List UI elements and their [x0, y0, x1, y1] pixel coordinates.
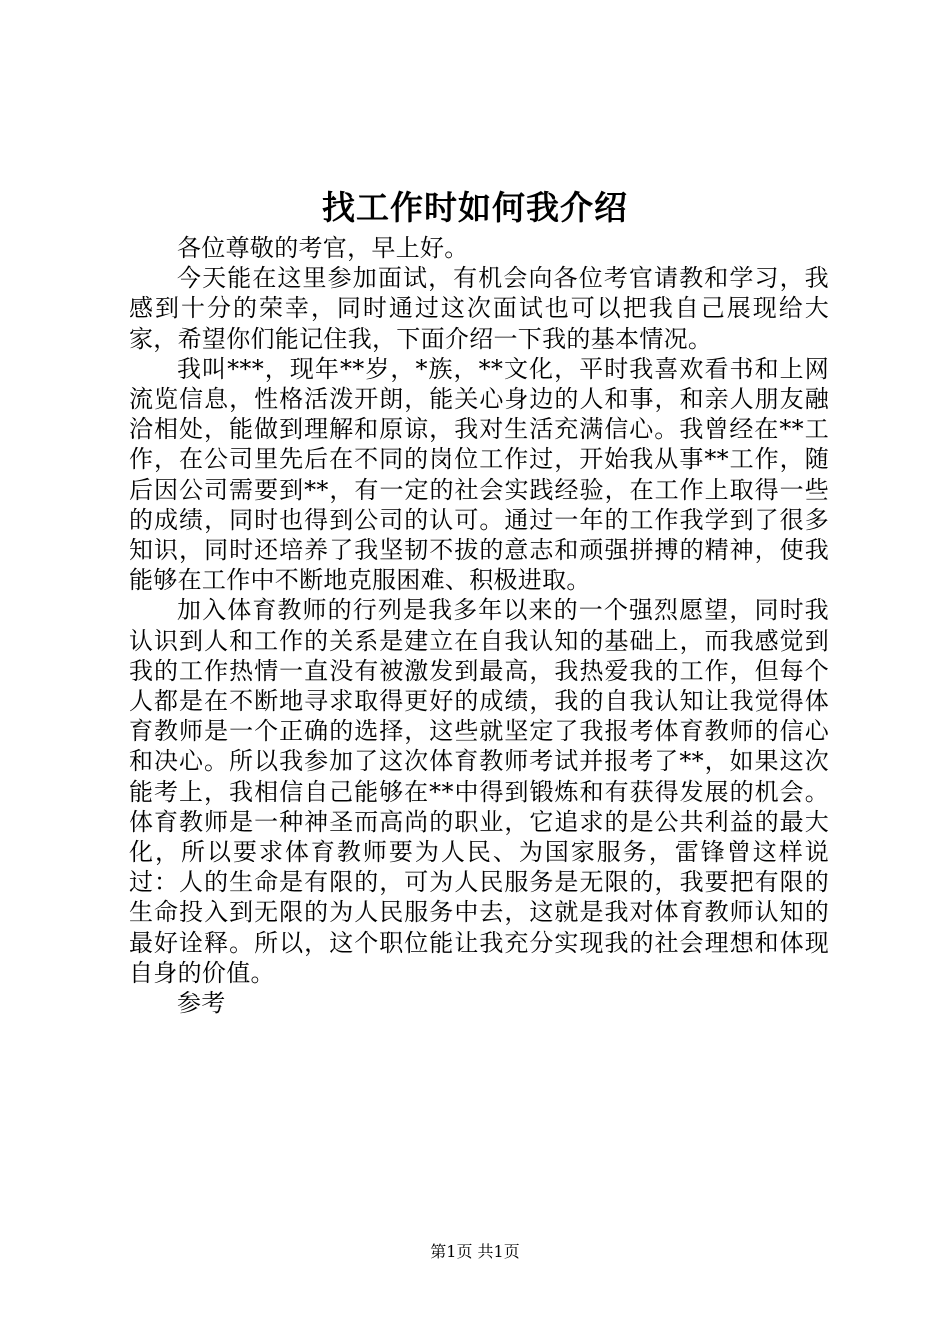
- document-body: [129, 233, 829, 1018]
- page-footer: 第1页 共1页: [430, 1242, 520, 1261]
- paragraph-reference: 参考: [177, 989, 226, 1018]
- paragraph-intro: 今天能在这里参加面试，有机会向各位考官请教和学习，我感到十分的荣幸，同时通过这次面试也可以把我自己展现给大家，希望你们能记住我，下面介绍一下我的基本情况。: [129, 264, 829, 353]
- paragraph-greeting: 各位尊敬的考官，早上好。: [177, 234, 469, 262]
- paragraph-background: 我叫***，现年**岁，*族，**文化，平时我喜欢看书和上网流览信息，性格活泼开朗，能关心身边的人和事，和亲人朋友融洽相处，能做到理解和原谅，我对生活充满信心。我曾经在**工作，在公司里先后在不同的岗位工作过，开始我从事**工作，随后因公司需要到**，有一定的社会实践经验，在工作上取得一些的成绩，同时也得到公司的认可。通过一年的工作我学到了很多知识，同时还培养了我坚韧不拔的意志和顽强拼搏的精神，使我能够在工作中不断地克服困难、积极进取。: [129, 354, 829, 595]
- paragraph-motivation: 加入体育教师的行列是我多年以来的一个强烈愿望，同时我认识到人和工作的关系是建立在自我认知的基础上，而我感觉到我的工作热情一直没有被激发到最高，我热爱我的工作，但每个人都是在不断地寻求取得更好的成绩，我的自我认知让我觉得体育教师是一个正确的选择，这些就坚定了我报考体育教师的信心和决心。所以我参加了这次体育教师考试并报考了**，如果这次能考上，我相信自己能够在**中得到锻炼和有获得发展的机会。体育教师是一种神圣而高尚的职业，它追求的是公共利益的最大化，所以要求体育教师要为人民、为国家服务，雷锋曾这样说过：人的生命是有限的，可为人民服务是无限的，我要把有限的生命投入到无限的为人民服务中去，这就是我对体育教师认知的最好诠释。所以，这个职位能让我充分实现我的社会理想和体现自身的价值。: [129, 596, 829, 987]
- page-title: 找工作时如何我介绍: [322, 188, 628, 227]
